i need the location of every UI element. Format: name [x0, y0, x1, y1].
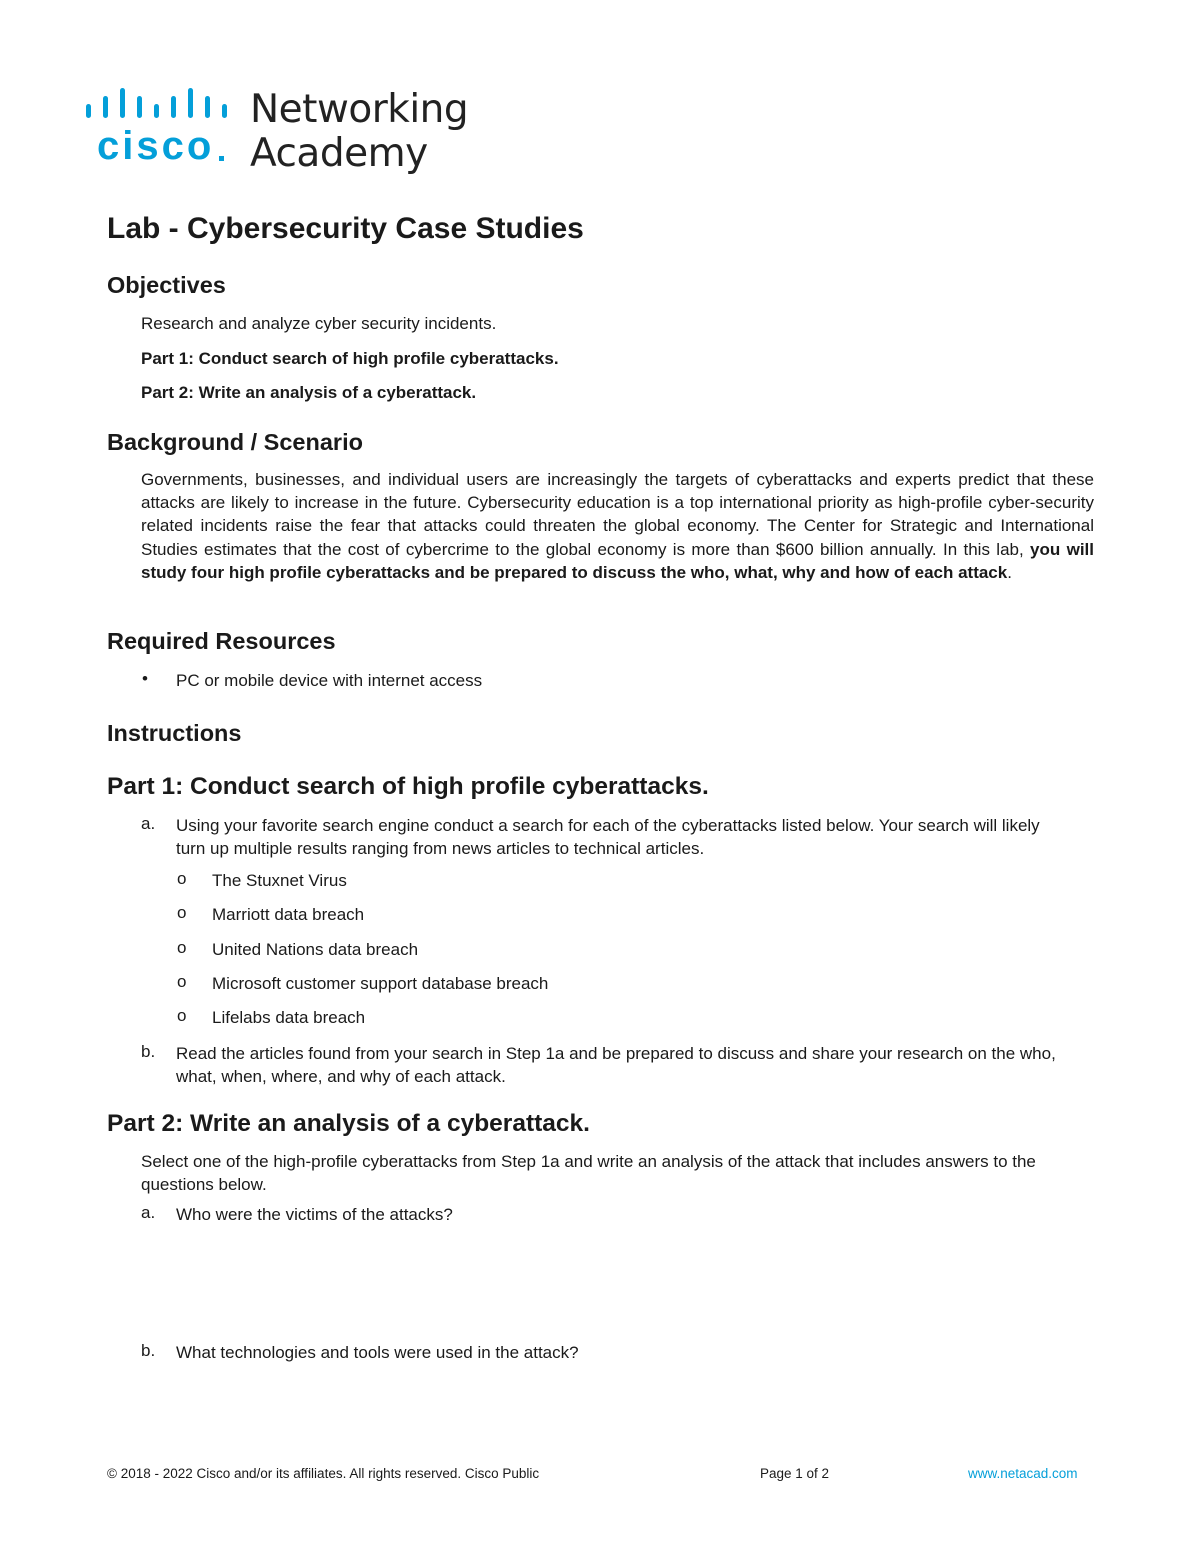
attack-item: The Stuxnet Virus: [212, 871, 347, 890]
objectives-part1: Part 1: Conduct search of high profile cyberattacks.: [141, 349, 559, 368]
part1-heading: Part 1: Conduct search of high profile cyberattacks.: [107, 773, 709, 800]
sub-bullet-icon: o: [177, 972, 187, 991]
attack-item: United Nations data breach: [212, 940, 419, 959]
part2-question-b-marker: b.: [141, 1341, 156, 1360]
sub-bullet-icon: o: [177, 938, 187, 957]
footer-website-link[interactable]: www.netacad.com: [968, 1466, 1078, 1481]
background-text: Governments, businesses, and individual users are increasingly the targets of cyberattacks and experts predict that these attacks are likely to increase in the future. Cybersecurity education is a top international priority as high-profile cyber-security related incidents raise the fear that attacks could threaten the global economy. The Center for Strategic and International Studies estimates that the cost of cybercrime to the global economy is more than $600 billion annually. In this lab,: [141, 470, 1094, 559]
attack-item: Lifelabs data breach: [212, 1008, 366, 1027]
objectives-heading: Objectives: [107, 272, 226, 298]
sub-bullet-icon: o: [177, 903, 187, 922]
cisco-bars-icon: [86, 88, 236, 128]
part2-question-a: Who were the victims of the attacks?: [176, 1205, 453, 1224]
attack-item: Microsoft customer support database breach: [212, 974, 549, 993]
sub-bullet-icon: o: [177, 1006, 187, 1025]
part1-step-a-marker: a.: [141, 814, 156, 833]
cisco-networking-academy-logo: [86, 86, 486, 182]
part1-step-b-text: Read the articles found from your search in Step 1a and be prepared to discuss and share your research on the who, what, when, where, and why of each attack.: [176, 1044, 1056, 1086]
background-paragraph: [141, 468, 1094, 584]
cisco-wordmark: cisco: [97, 124, 215, 168]
bullet-icon: •: [142, 669, 148, 688]
attack-item: Marriott data breach: [212, 905, 365, 924]
background-text-end: .: [1007, 562, 1012, 582]
resources-heading: Required Resources: [107, 628, 336, 654]
background-text-emphasis: you will study four high profile cyberattacks and be prepared to discuss the who, what, why and how of each attack: [141, 539, 1094, 582]
background-heading: Background / Scenario: [107, 429, 363, 455]
document-title: Lab - Cybersecurity Case Studies: [107, 212, 584, 245]
part1-step-b-marker: b.: [141, 1042, 156, 1061]
part1-step-a-text: Using your favorite search engine conduct a search for each of the cyberattacks listed below. Your search will likely turn up multiple results ranging from news articles to technical articles.: [176, 816, 1040, 858]
part2-question-a-marker: a.: [141, 1203, 156, 1222]
part2-question-b: What technologies and tools were used in the attack?: [176, 1343, 579, 1362]
objectives-intro: Research and analyze cyber security incidents.: [141, 314, 497, 333]
cisco-wordmark-dot: [219, 156, 224, 161]
part2-intro: Select one of the high-profile cyberattacks from Step 1a and write an analysis of the attack that includes answers to the questions below.: [141, 1152, 1036, 1194]
footer-page-number: Page 1 of 2: [760, 1466, 830, 1481]
resource-item: PC or mobile device with internet access: [176, 671, 483, 690]
logo-academy-text: Academy: [250, 131, 428, 176]
part2-heading: Part 2: Write an analysis of a cyberattack.: [107, 1110, 590, 1137]
sub-bullet-icon: o: [177, 869, 187, 888]
logo-networking-text: Networking: [250, 87, 469, 132]
footer-copyright: © 2018 - 2022 Cisco and/or its affiliates. All rights reserved. Cisco Public: [107, 1466, 540, 1481]
objectives-part2: Part 2: Write an analysis of a cyberattack.: [141, 383, 477, 402]
instructions-heading: Instructions: [107, 720, 242, 746]
